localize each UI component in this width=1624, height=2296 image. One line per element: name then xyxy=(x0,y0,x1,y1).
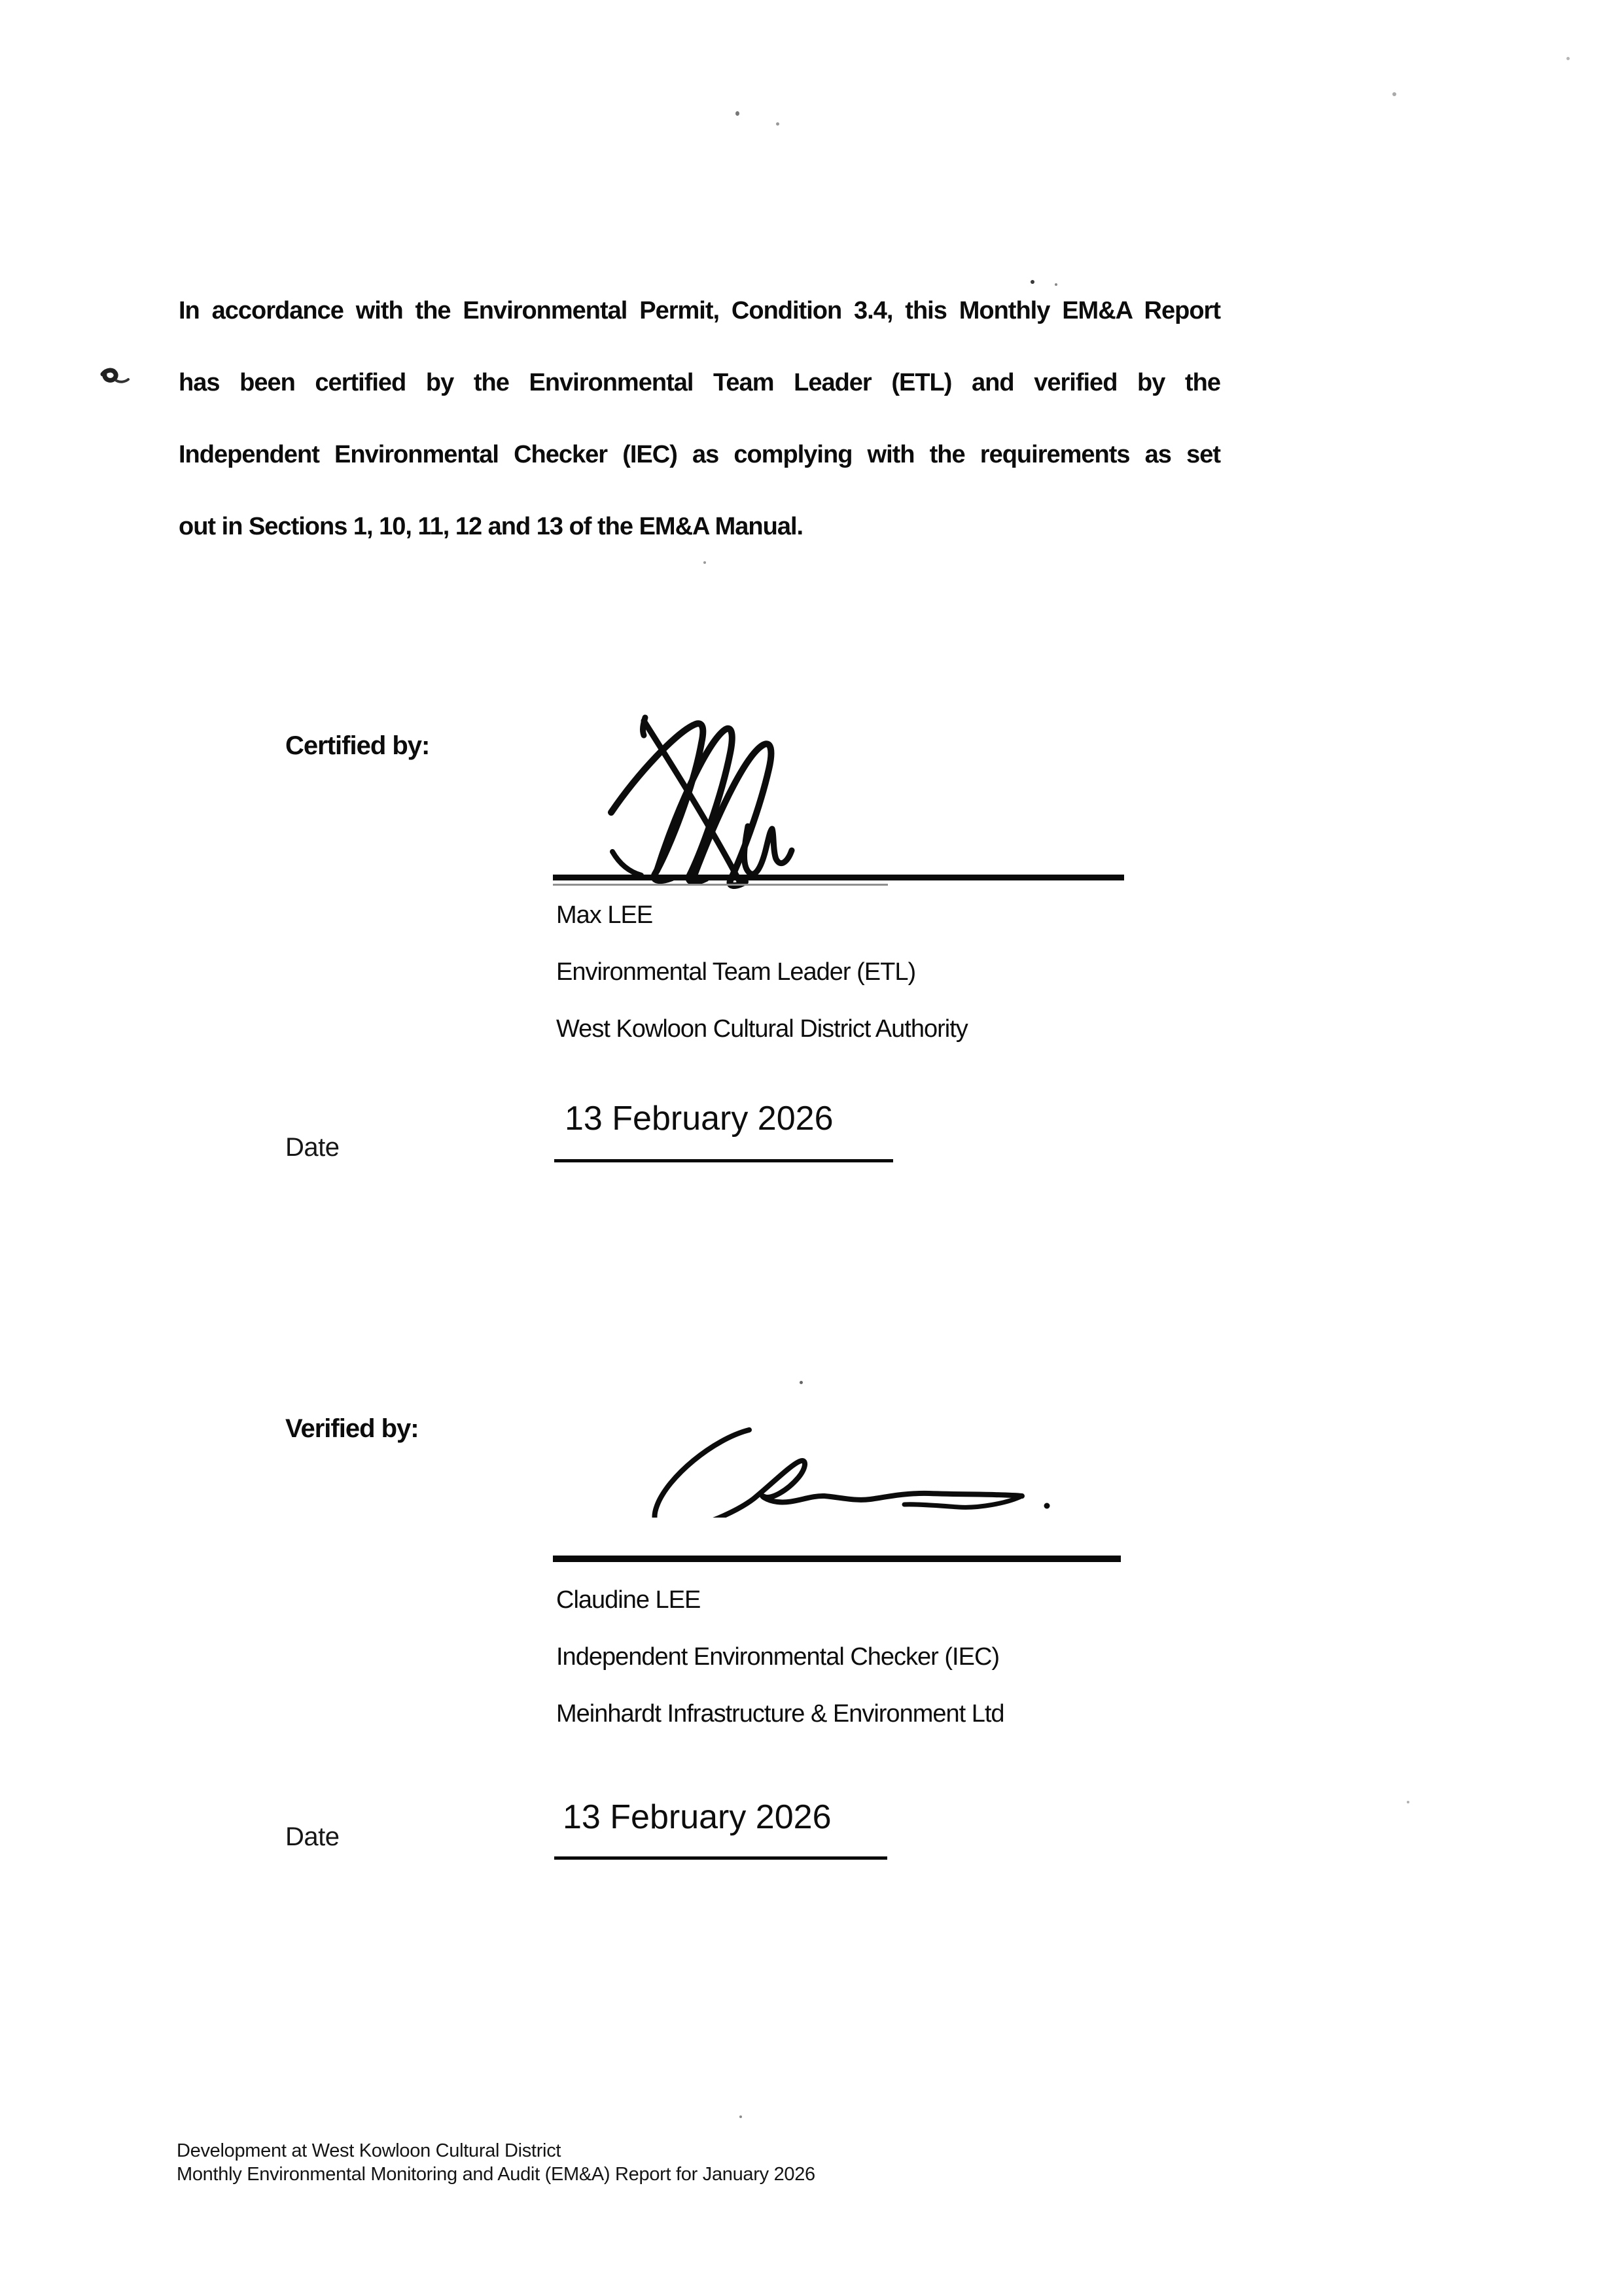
statement-line: Independent Environmental Checker (IEC) as complying with the requirements as set xyxy=(179,441,1220,468)
ink-smudge-artifact xyxy=(98,365,134,391)
statement-line: In accordance with the Environmental Permit, Condition 3.4, this Monthly EM&A Report xyxy=(179,297,1220,324)
signature-stroke xyxy=(904,1496,1022,1507)
verified-date-line xyxy=(554,1856,887,1860)
footer-report-title: Monthly Environmental Monitoring and Audit (EM&A) Report for January 2026 xyxy=(177,2164,815,2185)
scan-speck xyxy=(800,1381,803,1384)
claudine-lee-signature xyxy=(648,1413,1106,1518)
scan-speck xyxy=(1392,92,1396,96)
scan-speck xyxy=(776,122,779,126)
scan-speck xyxy=(1566,57,1570,60)
page-footer xyxy=(177,2139,815,2186)
certified-date-value: 13 February 2026 xyxy=(565,1100,834,1138)
certified-signature-line xyxy=(553,875,1124,880)
certified-date-label: Date xyxy=(285,1133,340,1162)
max-lee-signature xyxy=(589,693,811,896)
statement-line: has been certified by the Environmental Team Leader (ETL) and verified by the xyxy=(179,369,1220,396)
verified-signatory-block xyxy=(556,1572,1145,1743)
signatory-name: Claudine LEE xyxy=(556,1586,701,1614)
signatory-organization: West Kowloon Cultural District Authority xyxy=(556,1015,968,1043)
footer-project-title: Development at West Kowloon Cultural District xyxy=(177,2140,561,2161)
scan-speck xyxy=(739,2115,742,2118)
statement-line: out in Sections 1, 10, 11, 12 and 13 of the EM&A Manual. xyxy=(179,513,803,540)
certification-statement xyxy=(179,275,1220,563)
signature-stroke xyxy=(612,852,641,875)
signature-stroke xyxy=(655,1430,1022,1518)
signature-pen-dot xyxy=(1044,1503,1050,1509)
certified-date-line xyxy=(554,1159,893,1162)
signatory-title: Environmental Team Leader (ETL) xyxy=(556,958,916,986)
signatory-name: Max LEE xyxy=(556,901,653,929)
certified-by-label: Certified by: xyxy=(285,731,430,760)
verified-signature-line xyxy=(553,1556,1121,1562)
scan-speck xyxy=(735,111,739,116)
certified-signature-line-echo xyxy=(553,884,888,886)
verified-by-label: Verified by: xyxy=(285,1414,419,1443)
verified-date-value: 13 February 2026 xyxy=(563,1798,832,1836)
signatory-organization: Meinhardt Infrastructure & Environment Ltd xyxy=(556,1700,1004,1728)
certified-signatory-block xyxy=(556,887,1145,1058)
scan-speck xyxy=(1407,1801,1409,1803)
verified-date-label: Date xyxy=(285,1822,340,1851)
signatory-title: Independent Environmental Checker (IEC) xyxy=(556,1643,1000,1671)
